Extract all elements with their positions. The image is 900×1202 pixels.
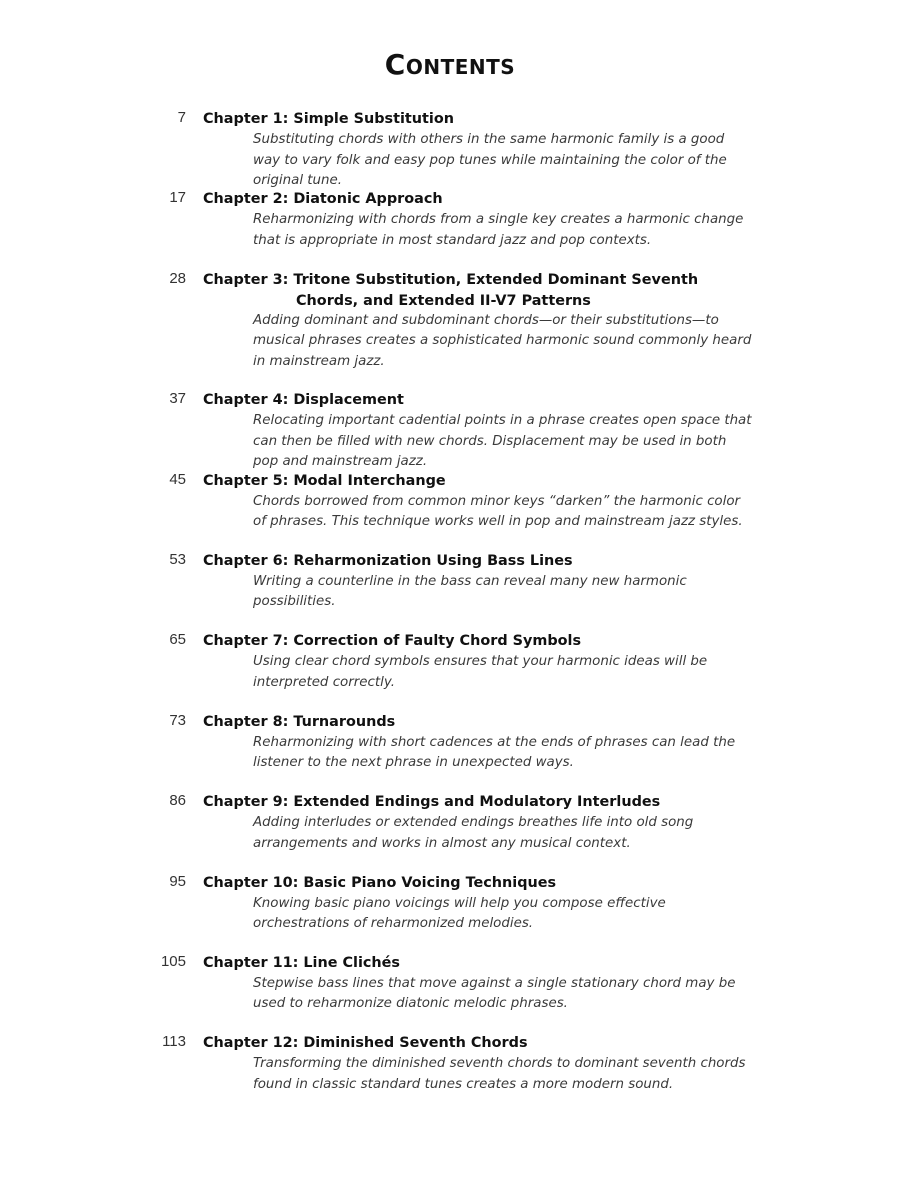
toc-entry-2 <box>150 186 760 266</box>
page-number: 86 <box>169 792 186 810</box>
page-number: 37 <box>169 390 186 408</box>
page-number: 28 <box>169 269 186 287</box>
page-number: 53 <box>169 550 186 568</box>
chapter-description: Stepwise bass lines that move against a single stationary chord may be used to reharmonize diatonic melodic phrases. <box>253 975 736 1012</box>
chapter-description: Writing a counterline in the bass can reveal many new harmonic possibilities. <box>253 573 687 610</box>
toc-entry-1 <box>150 106 760 186</box>
chapter-description: Reharmonizing with chords from a single key creates a harmonic change that is appropriate in most standard jazz and pop contexts. <box>253 212 744 248</box>
toc-entry-4 <box>150 387 760 470</box>
chapter-title: Chapter 5: Modal Interchange <box>203 472 446 489</box>
toc-entry-10 <box>150 870 760 950</box>
page-number: 45 <box>169 470 186 488</box>
chapter-title: Chapter 2: Diatonic Approach <box>203 191 443 208</box>
chapter-title: Chapter 1: Simple Substitution <box>203 111 454 127</box>
page-number: 113 <box>162 1033 186 1051</box>
chapter-description: Reharmonizing with short cadences at the ends of phrases can lead the listener to the next phrase in unexpected ways. <box>253 734 736 771</box>
toc-entry-12 <box>150 1030 760 1110</box>
toc-entry-11 <box>150 950 760 1030</box>
toc-entry-8 <box>150 709 760 789</box>
page-number: 17 <box>169 189 186 207</box>
page-number: 7 <box>177 109 186 126</box>
chapter-title: Chapter 8: Turnarounds <box>203 713 396 730</box>
page-number: 95 <box>169 872 186 890</box>
chapter-title: Chapter 10: Basic Piano Voicing Techniques <box>203 874 557 891</box>
chapter-description: Transforming the diminished seventh chords to dominant seventh chords found in classic standard tunes creates a more modern sound. <box>253 1056 746 1092</box>
toc-entry-9 <box>150 789 760 869</box>
chapter-description: Using clear chord symbols ensures that your harmonic ideas will be interpreted correctly. <box>253 654 708 690</box>
toc-entry-6 <box>150 548 760 628</box>
page-number: 73 <box>169 711 186 729</box>
chapter-title-continued: Chords, and Extended II-V7 Patterns <box>296 292 591 309</box>
chapter-title: Chapter 11: Line Clichés <box>203 954 400 971</box>
chapter-title: Chapter 6: Reharmonization Using Bass Lines <box>203 552 573 569</box>
chapter-title: Chapter 9: Extended Endings and Modulatory Interludes <box>203 794 661 811</box>
chapter-title: Chapter 3: Tritone Substitution, Extended Dominant Seventh <box>203 271 699 288</box>
chapter-description: Knowing basic piano voicings will help you compose effective orchestrations of reharmonized melodies. <box>253 895 666 932</box>
page-number: 105 <box>160 952 186 970</box>
chapter-description: Substituting chords with others in the same harmonic family is a good way to vary folk and easy pop tunes while maintaining the color of the original tune. <box>253 132 727 188</box>
chapter-title: Chapter 12: Diminished Seventh Chords <box>203 1035 528 1052</box>
toc-entry-5 <box>150 468 760 548</box>
page-number: 65 <box>169 631 186 649</box>
chapter-description: Relocating important cadential points in a phrase creates open space that can then be filled with new chords. Displacement may be used in both pop and mainstream jazz. <box>253 413 752 470</box>
chapter-title-block <box>203 270 763 312</box>
chapter-description: Adding dominant and subdominant chords—or their substitutions—to musical phrases creates a sophisticated harmonic sound commonly heard in mainstream jazz. <box>253 312 752 369</box>
table-of-contents <box>150 106 760 1111</box>
chapter-description: Chords borrowed from common minor keys “darken” the harmonic color of phrases. This technique works well in pop and mainstream jazz styles. <box>253 493 743 530</box>
toc-entry-7 <box>150 628 760 708</box>
chapter-description: Adding interludes or extended endings breathes life into old song arrangements and works in almost any musical context. <box>253 815 694 851</box>
toc-entry-3 <box>150 267 760 387</box>
page-title: Contents <box>384 48 516 81</box>
chapter-title: Chapter 4: Displacement <box>203 392 404 409</box>
chapter-title: Chapter 7: Correction of Faulty Chord Symbols <box>203 633 582 650</box>
